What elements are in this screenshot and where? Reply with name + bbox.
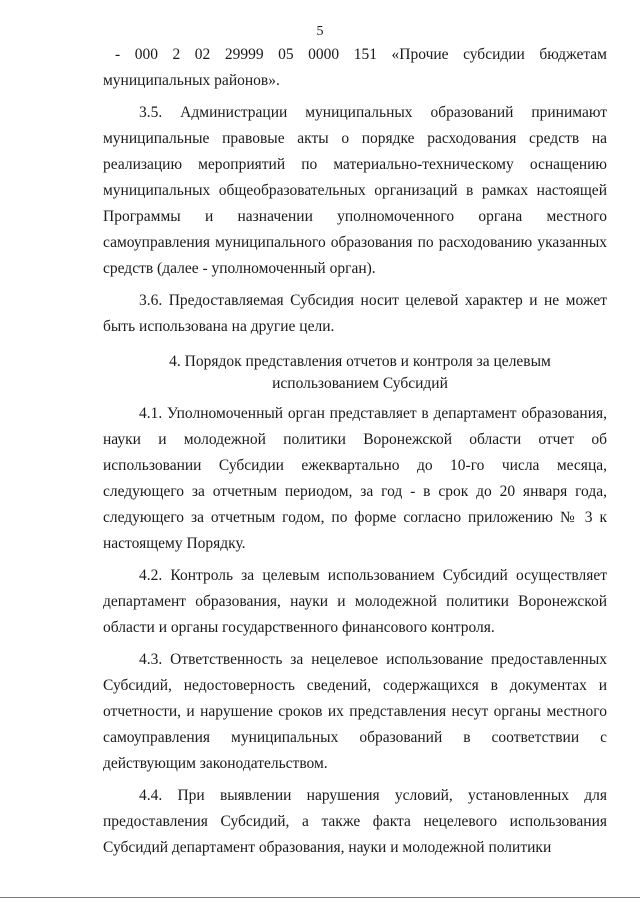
paragraph-4-2: 4.2. Контроль за целевым использованием Субсидий осуществляет департамент образования, науки и молодежной политики Воронежской области и органы государственного финансового контроля. — [103, 567, 607, 636]
paragraph-3-5: 3.5. Администрации муниципальных образований принимают муниципальные правовые акты о порядке расходования средств на реализацию мероприятий по материально-техническому оснащению муниципальных общеобразовательных организаций в рамках настоящей Программы и назначении уполномоченного органа местного самоуправления муниципального образования по расходованию указанных средств (далее - уполномоченный орган). — [103, 104, 607, 277]
paragraph-4-3: 4.3. Ответственность за нецелевое использование предоставленных Субсидий, недостоверность сведений, содержащихся в документах и отчетности, и нарушение сроков их представления несут органы местного самоуправления муниципальных образований в соответствии с действующим законодательством. — [103, 651, 607, 772]
section-heading-line-1: 4. Порядок представления отчетов и контроля за целевым — [169, 353, 551, 370]
paragraph-budget-code: - 000 2 02 29999 05 0000 151 «Прочие субсидии бюджетам муниципальных районов». — [103, 46, 607, 89]
body-text-top — [103, 42, 607, 340]
paragraph-4-1: 4.1. Уполномоченный орган представляет в департамент образования, науки и молодежной политики Воронежской области отчет об использовании Субсидии ежеквартально до 10-го числа месяца, следующего за отчетным периодом, за год - в срок до 20 января года, следующего за отчетным годом, по форме согласно приложению № 3 к настоящему Порядку. — [103, 405, 607, 552]
paragraph-4-4: 4.4. При выявлении нарушения условий, установленных для предоставления Субсидий, а также факта нецелевого использования Субсидий департамент образования, науки и молодежной политики — [103, 787, 607, 856]
section-heading — [150, 351, 570, 395]
scan-bottom-edge-line — [0, 897, 640, 898]
paragraph-3-6: 3.6. Предоставляемая Субсидия носит целевой характер и не может быть использована на другие цели. — [103, 292, 607, 335]
section-heading-line-2: использованием Субсидий — [272, 375, 448, 392]
page-number: 5 — [316, 24, 324, 39]
body-text-bottom — [103, 401, 607, 861]
